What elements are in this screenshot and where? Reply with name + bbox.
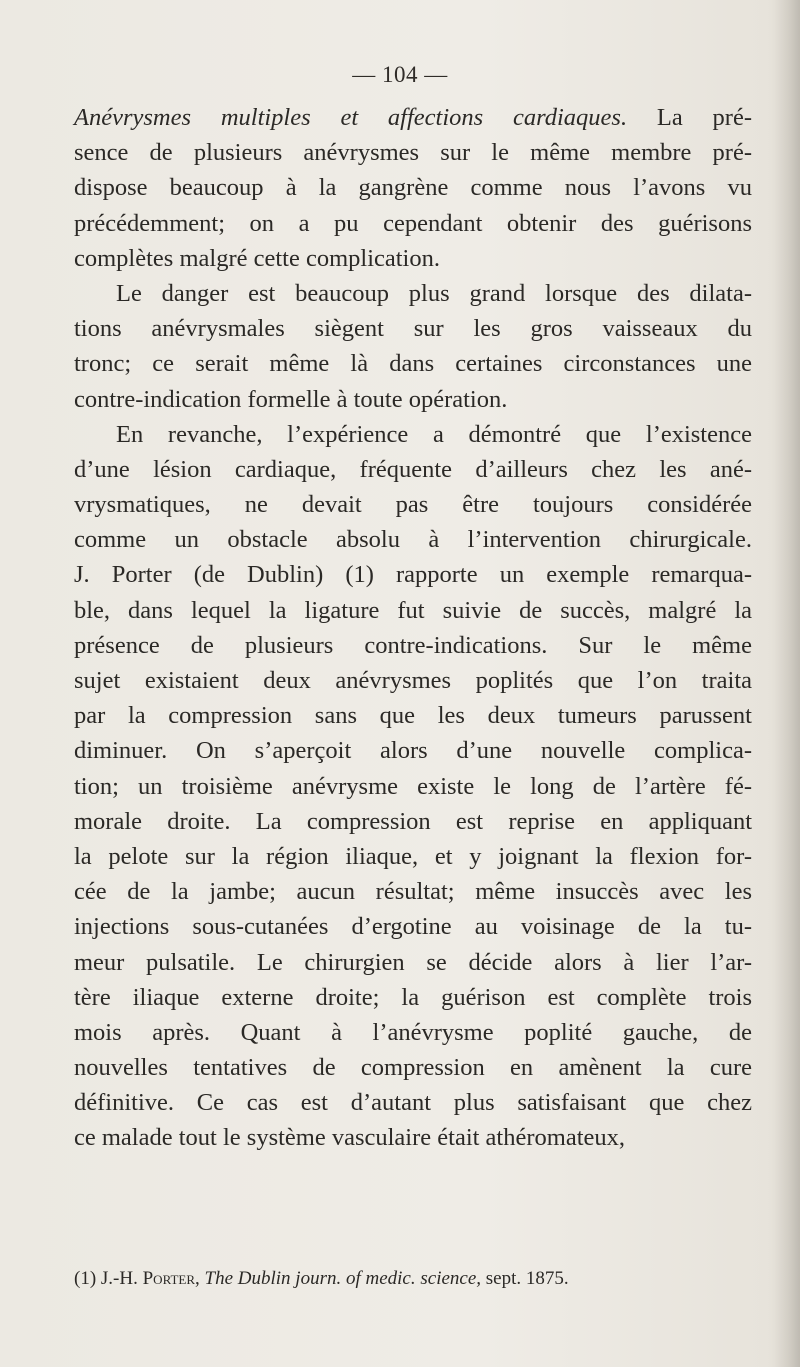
text-line: injections sous-cutanées d’ergotine au voisinage de la tu-: [74, 913, 752, 941]
text-line: d’une lésion cardiaque, fréquente d’ailleurs chez les ané-: [74, 455, 752, 483]
text-line: mois après. Quant à l’anévrysme poplité gauche, de: [74, 1018, 752, 1046]
text-line: nouvelles tentatives de compression en amènent la cure: [74, 1054, 752, 1082]
text-line: Le danger est beaucoup plus grand lorsque des dilata-: [116, 279, 752, 307]
text-line: J. Porter (de Dublin) (1) rapporte un exemple remarqua-: [74, 561, 752, 589]
text-line: ce malade tout le système vasculaire était athéromateux,: [74, 1124, 626, 1152]
footnote-journal: The Dublin journ. of medic. science,: [204, 1268, 482, 1289]
text-line: tère iliaque externe droite; la guérison est complète trois: [74, 983, 752, 1011]
line-fragment: La pré-: [627, 104, 752, 131]
text-line: définitive. Ce cas est d’autant plus satisfaisant que chez: [74, 1089, 752, 1117]
footnote: [74, 1267, 752, 1291]
footnote-marker: (1) J.-H.: [74, 1268, 138, 1289]
body-text: [74, 100, 752, 1156]
text-line: cée de la jambe; aucun résultat; même insuccès avec les: [74, 878, 752, 906]
text-line: précédemment; on a pu cependant obtenir des guérisons: [74, 209, 752, 237]
text-line: [74, 100, 752, 135]
text-line: diminuer. On s’aperçoit alors d’une nouvelle complica-: [74, 737, 752, 765]
text-line: par la compression sans que les deux tumeurs parussent: [74, 702, 752, 730]
text-line: ble, dans lequel la ligature fut suivie de succès, malgré la: [74, 596, 752, 624]
footnote-author: Porter,: [142, 1268, 200, 1289]
text-line: meur pulsatile. Le chirurgien se décide alors à lier l’ar-: [74, 948, 752, 976]
page-edge-shadow: [774, 0, 800, 1367]
text-line: présence de plusieurs contre-indications. Sur le même: [74, 631, 752, 659]
section-title: Anévrysmes multiples et affections cardiaques.: [74, 104, 628, 131]
text-line: vrysmatiques, ne devait pas être toujours considérée: [74, 491, 752, 519]
text-line: sujet existaient deux anévrysmes poplités que l’on traita: [74, 667, 752, 694]
text-line: tronc; ce serait même là dans certaines circonstances une: [74, 350, 752, 378]
text-line: comme un obstacle absolu à l’intervention chirurgicale.: [74, 526, 752, 554]
text-line: morale droite. La compression est reprise en appliquant: [74, 807, 752, 835]
page-number: — 104 —: [352, 62, 448, 87]
text-line: tions anévrysmales siègent sur les gros vaisseaux du: [74, 315, 752, 343]
footnote-date: sept. 1875.: [485, 1268, 569, 1289]
text-line: sence de plusieurs anévrysmes sur le même membre pré-: [74, 139, 752, 167]
text-line: contre-indication formelle à toute opération.: [74, 385, 508, 413]
text-line: dispose beaucoup à la gangrène comme nous l’avons vu: [74, 174, 752, 202]
text-line: complètes malgré cette complication.: [74, 244, 440, 272]
text-line: la pelote sur la région iliaque, et y joignant la flexion for-: [74, 842, 752, 870]
text-line: tion; un troisième anévrysme existe le long de l’artère fé-: [74, 772, 752, 800]
text-line: En revanche, l’expérience a démontré que l’existence: [116, 420, 752, 448]
